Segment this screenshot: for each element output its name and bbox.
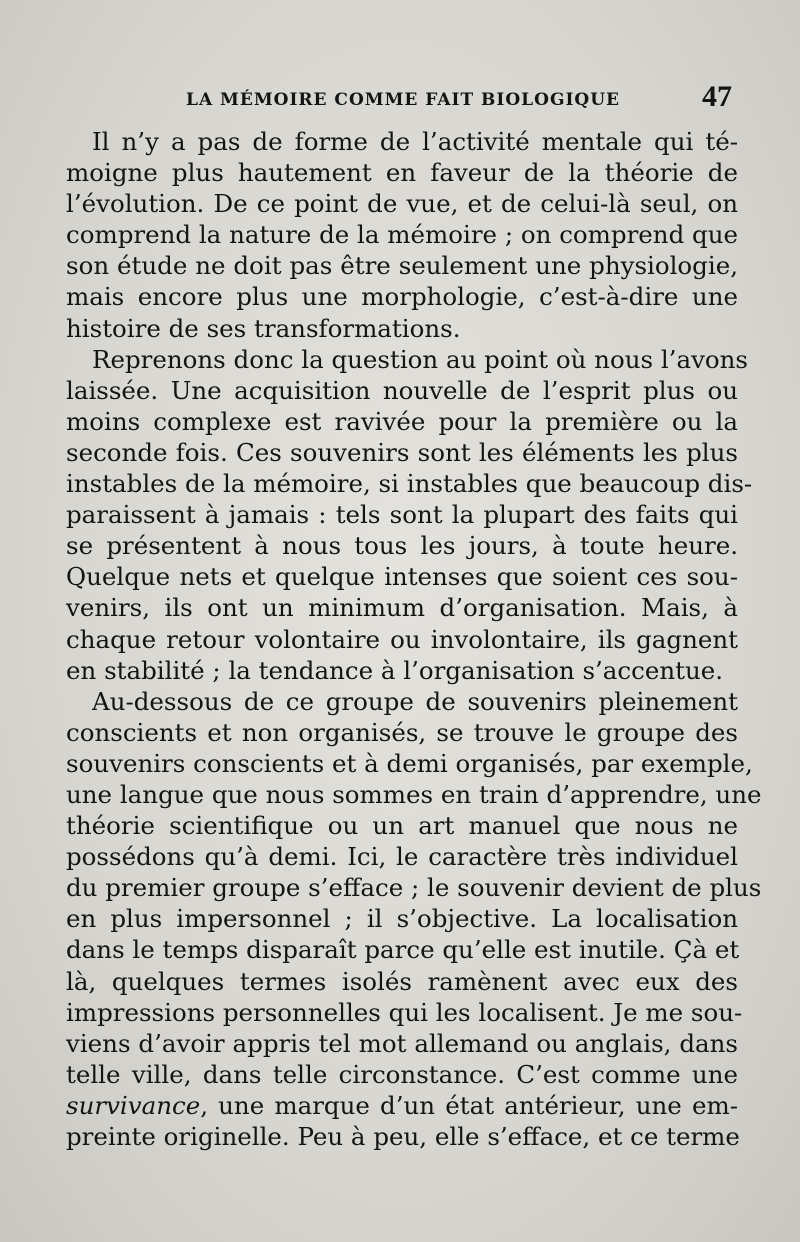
text-line: chaque retour volontaire ou involontaire, ils gagnent xyxy=(66,624,738,654)
text-line: laissée. Une acquisition nouvelle de l’esprit plus ou xyxy=(66,375,738,405)
text-line: Quelque nets et quelque intenses que soient ces sou- xyxy=(66,562,738,592)
text-line: dans le temps disparaît parce qu’elle est inutile. Çà et xyxy=(66,935,740,965)
text-line: instables de la mémoire, si instables que beaucoup dis- xyxy=(66,469,753,499)
text-line: là, quelques termes isolés ramènent avec eux des xyxy=(66,966,738,996)
text-line: souvenirs conscients et à demi organisés, par exemple, xyxy=(66,748,753,778)
text-line-rest: , une marque d’un état antérieur, une em- xyxy=(200,1090,738,1120)
text-line: impressions personnelles qui les localisent. Je me sou- xyxy=(66,997,743,1027)
body-text xyxy=(66,126,762,1152)
text-line: venirs, ils ont un minimum d’organisation. Mais, à xyxy=(66,593,738,623)
text-line: Au-dessous de ce groupe de souvenirs pleinement xyxy=(92,686,738,716)
text-line: en stabilité ; la tendance à l’organisation s’accentue. xyxy=(66,655,724,685)
text-line: seconde fois. Ces souvenirs sont les éléments les plus xyxy=(66,437,738,467)
text-line: possédons qu’à demi. Ici, le caractère très individuel xyxy=(66,842,738,872)
text-line: histoire de ses transformations. xyxy=(66,313,461,343)
text-line: une langue que nous sommes en train d’apprendre, une xyxy=(66,779,762,809)
text-line-with-italic xyxy=(66,1090,738,1121)
italic-word: survivance xyxy=(66,1090,201,1120)
text-line: mais encore plus une morphologie, c’est-à-dire une xyxy=(66,282,738,312)
text-line: théorie scientifique ou un art manuel que nous ne xyxy=(66,811,738,841)
running-head-title: LA MÉMOIRE COMME FAIT BIOLOGIQUE xyxy=(186,90,621,110)
text-line: paraissent à jamais : tels sont la plupart des faits qui xyxy=(66,500,738,530)
text-line: preinte originelle. Peu à peu, elle s’efface, et ce terme xyxy=(66,1122,740,1151)
text-line: l’évolution. De ce point de vue, et de celui-là seul, on xyxy=(66,189,738,219)
text-line: en plus impersonnel ; il s’objective. La localisation xyxy=(66,904,738,934)
page-number: 47 xyxy=(702,80,732,113)
text-line: Il n’y a pas de forme de l’activité mentale qui té- xyxy=(92,127,738,156)
text-line: son étude ne doit pas être seulement une physiologie, xyxy=(66,251,738,281)
text-line: conscients et non organisés, se trouve le groupe des xyxy=(66,717,738,747)
text-line: telle ville, dans telle circonstance. C’est comme une xyxy=(66,1059,738,1089)
text-line: du premier groupe s’efface ; le souvenir devient de plus xyxy=(66,873,762,903)
text-line: moins complexe est ravivée pour la première ou la xyxy=(66,406,738,436)
running-head xyxy=(66,80,736,120)
text-line: Reprenons donc la question au point où nous l’avons xyxy=(92,344,749,374)
text-line: comprend la nature de la mémoire ; on comprend que xyxy=(66,220,739,250)
text-line: viens d’avoir appris tel mot allemand ou anglais, dans xyxy=(66,1028,738,1058)
text-line: se présentent à nous tous les jours, à toute heure. xyxy=(66,531,738,561)
text-line: moigne plus hautement en faveur de la théorie de xyxy=(66,158,738,188)
